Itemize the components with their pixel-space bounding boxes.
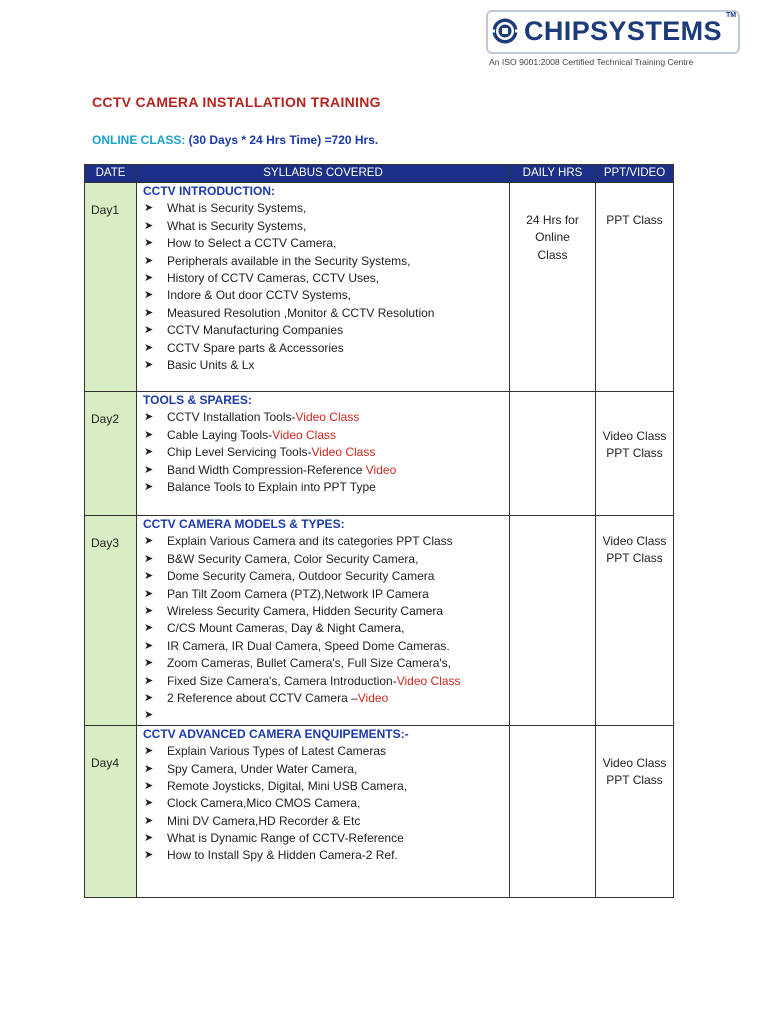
topic-list bbox=[143, 409, 505, 496]
list-item bbox=[143, 305, 505, 322]
topic-text: Peripherals available in the Security Systems, bbox=[167, 253, 411, 268]
section-heading: CCTV CAMERA MODELS & TYPES: bbox=[143, 517, 345, 531]
logo-name: CHIPSYSTEMS bbox=[524, 16, 722, 46]
topic-text: What is Dynamic Range of CCTV-Reference bbox=[167, 831, 404, 846]
bullet-arrow-icon: ➤ bbox=[144, 849, 154, 862]
bullet-arrow-icon: ➤ bbox=[144, 587, 154, 600]
list-item bbox=[143, 690, 505, 707]
list-item bbox=[143, 340, 505, 357]
online-class-label: ONLINE CLASS: bbox=[92, 133, 186, 147]
topic-list bbox=[143, 533, 505, 724]
day-cell bbox=[85, 392, 137, 516]
list-item bbox=[143, 586, 505, 603]
bullet-arrow-icon: ➤ bbox=[144, 463, 154, 476]
syllabus-rows bbox=[85, 183, 674, 898]
list-item bbox=[143, 568, 505, 585]
list-item bbox=[143, 778, 505, 795]
list-item bbox=[143, 847, 505, 864]
bullet-arrow-icon: ➤ bbox=[144, 219, 154, 232]
topic-text: Mini DV Camera,HD Recorder & Etc bbox=[167, 813, 361, 828]
ppt-video-text: PPT Class bbox=[606, 773, 663, 788]
bullet-arrow-icon: ➤ bbox=[144, 446, 154, 459]
bullet-arrow-icon: ➤ bbox=[144, 428, 154, 441]
list-item bbox=[143, 427, 505, 444]
topic-text: Cable Laying Tools- bbox=[167, 427, 273, 442]
list-item bbox=[143, 462, 505, 479]
online-class-duration: (30 Days * 24 Hrs Time) =720 Hrs. bbox=[185, 133, 379, 147]
list-item bbox=[143, 707, 505, 724]
topic-text: What is Security Systems, bbox=[167, 218, 307, 233]
list-item bbox=[143, 603, 505, 620]
list-item bbox=[143, 253, 505, 270]
day-label: Day3 bbox=[91, 536, 120, 550]
topic-text: Balance Tools to Explain into PPT Type bbox=[167, 479, 376, 494]
topic-text: Zoom Cameras, Bullet Camera's, Full Size Camera's, bbox=[167, 656, 451, 671]
topic-text: Dome Security Camera, Outdoor Security Camera bbox=[167, 569, 435, 584]
bullet-arrow-icon: ➤ bbox=[144, 570, 154, 583]
topic-text: Remote Joysticks, Digital, Mini USB Camera, bbox=[167, 778, 408, 793]
daily-hrs-cell bbox=[510, 183, 596, 392]
ppt-video-cell bbox=[596, 392, 674, 516]
header-date: DATE bbox=[85, 165, 137, 183]
topic-text: Pan Tilt Zoom Camera (PTZ),Network IP Camera bbox=[167, 586, 429, 601]
ppt-video-cell bbox=[596, 725, 674, 897]
bullet-arrow-icon: ➤ bbox=[144, 289, 154, 302]
section-heading: TOOLS & SPARES: bbox=[143, 393, 252, 407]
topic-text: Indore & Out door CCTV Systems, bbox=[167, 288, 352, 303]
bullet-arrow-icon: ➤ bbox=[144, 271, 154, 284]
list-item bbox=[143, 322, 505, 339]
topic-text: Measured Resolution ,Monitor & CCTV Resolution bbox=[167, 305, 435, 320]
ppt-video-cell bbox=[596, 516, 674, 726]
list-item bbox=[143, 795, 505, 812]
table-row bbox=[85, 516, 674, 726]
topic-text: CCTV Installation Tools- bbox=[167, 410, 296, 425]
topic-text: IR Camera, IR Dual Camera, Speed Dome Cameras. bbox=[167, 638, 450, 653]
day-cell bbox=[85, 183, 137, 392]
list-item bbox=[143, 638, 505, 655]
topic-text: Clock Camera,Mico CMOS Camera, bbox=[167, 796, 361, 811]
company-logo bbox=[486, 10, 742, 68]
daily-hrs-cell bbox=[510, 725, 596, 897]
topic-media-tag: Video bbox=[365, 462, 397, 477]
list-item bbox=[143, 479, 505, 496]
table-row bbox=[85, 725, 674, 897]
ppt-video-text: PPT Class bbox=[606, 551, 663, 566]
section-heading: CCTV INTRODUCTION: bbox=[143, 184, 275, 198]
list-item bbox=[143, 620, 505, 637]
bullet-arrow-icon: ➤ bbox=[144, 202, 154, 215]
logo-trademark: TM bbox=[726, 12, 737, 19]
topic-text: Spy Camera, Under Water Camera, bbox=[167, 761, 358, 776]
list-item bbox=[143, 200, 505, 217]
topic-text: How to Select a CCTV Camera, bbox=[167, 236, 337, 251]
document-title: CCTV CAMERA INSTALLATION TRAINING bbox=[92, 94, 381, 110]
bullet-arrow-icon: ➤ bbox=[144, 324, 154, 337]
bullet-arrow-icon: ➤ bbox=[144, 552, 154, 565]
day-cell bbox=[85, 725, 137, 897]
topic-text: Chip Level Servicing Tools- bbox=[167, 445, 312, 460]
bullet-arrow-icon: ➤ bbox=[144, 797, 154, 810]
bullet-arrow-icon: ➤ bbox=[144, 814, 154, 827]
topic-text: Band Width Compression-Reference bbox=[167, 462, 366, 477]
syllabus-cell bbox=[137, 516, 510, 726]
bullet-arrow-icon: ➤ bbox=[144, 306, 154, 319]
bullet-arrow-icon: ➤ bbox=[144, 411, 154, 424]
list-item bbox=[143, 813, 505, 830]
topic-text: What is Security Systems, bbox=[167, 201, 307, 216]
header-ppt-video: PPT/VIDEO bbox=[596, 165, 674, 183]
bullet-arrow-icon: ➤ bbox=[144, 745, 154, 758]
day-label: Day1 bbox=[91, 203, 120, 217]
topic-text: Explain Various Camera and its categories PPT Class bbox=[167, 534, 453, 549]
topic-media-tag: Video bbox=[357, 690, 389, 705]
ppt-video-text: Video Class bbox=[602, 755, 667, 770]
bullet-arrow-icon: ➤ bbox=[144, 709, 154, 722]
list-item bbox=[143, 761, 505, 778]
daily-hrs-text: Class bbox=[537, 247, 568, 262]
table-row bbox=[85, 183, 674, 392]
daily-hrs-text: 24 Hrs for bbox=[526, 213, 579, 227]
topic-text: Fixed Size Camera's, Camera Introduction- bbox=[167, 673, 397, 688]
syllabus-cell bbox=[137, 392, 510, 516]
table-header-row bbox=[85, 165, 674, 183]
topic-text: CCTV Spare parts & Accessories bbox=[167, 340, 344, 355]
ppt-video-text: Video Class bbox=[602, 534, 667, 548]
day-label: Day2 bbox=[91, 412, 120, 426]
ppt-video-text: Video Class bbox=[602, 429, 667, 443]
topic-text: History of CCTV Cameras, CCTV Uses, bbox=[167, 270, 380, 285]
list-item bbox=[143, 270, 505, 287]
bullet-arrow-icon: ➤ bbox=[144, 674, 154, 687]
bullet-arrow-icon: ➤ bbox=[144, 341, 154, 354]
topic-text: Explain Various Types of Latest Cameras bbox=[167, 744, 386, 759]
bullet-arrow-icon: ➤ bbox=[144, 832, 154, 845]
ppt-video-text: PPT Class bbox=[606, 213, 663, 227]
daily-hrs-cell bbox=[510, 392, 596, 516]
list-item bbox=[143, 655, 505, 672]
syllabus-table bbox=[84, 164, 674, 898]
bullet-arrow-icon: ➤ bbox=[144, 535, 154, 548]
bullet-arrow-icon: ➤ bbox=[144, 622, 154, 635]
topic-text: How to Install Spy & Hidden Camera-2 Ref. bbox=[167, 848, 398, 863]
bullet-arrow-icon: ➤ bbox=[144, 779, 154, 792]
day-label: Day4 bbox=[91, 755, 120, 770]
list-item bbox=[143, 551, 505, 568]
list-item bbox=[143, 830, 505, 847]
list-item bbox=[143, 673, 505, 690]
bullet-arrow-icon: ➤ bbox=[144, 657, 154, 670]
topic-media-tag: Video Class bbox=[295, 410, 360, 425]
syllabus-cell bbox=[137, 183, 510, 392]
topic-text: Basic Units & Lx bbox=[167, 357, 255, 372]
header-syllabus: SYLLABUS COVERED bbox=[137, 165, 510, 183]
logo-tagline: An ISO 9001:2008 Certified Technical Training Centre bbox=[489, 57, 694, 67]
topic-list bbox=[143, 200, 505, 374]
list-item bbox=[143, 235, 505, 252]
daily-hrs-cell bbox=[510, 516, 596, 726]
section-heading: CCTV ADVANCED CAMERA ENQUIPEMENTS:- bbox=[143, 726, 409, 741]
topic-text: B&W Security Camera, Color Security Camera, bbox=[167, 551, 419, 566]
online-class-line bbox=[92, 133, 378, 147]
topic-text: 2 Reference about CCTV Camera – bbox=[167, 690, 358, 705]
list-item bbox=[143, 444, 505, 461]
day-cell bbox=[85, 516, 137, 726]
table-row bbox=[85, 392, 674, 516]
bullet-arrow-icon: ➤ bbox=[144, 604, 154, 617]
bullet-arrow-icon: ➤ bbox=[144, 237, 154, 250]
bullet-arrow-icon: ➤ bbox=[144, 691, 154, 704]
bullet-arrow-icon: ➤ bbox=[144, 358, 154, 371]
chip-globe-icon bbox=[491, 17, 519, 45]
ppt-video-cell bbox=[596, 183, 674, 392]
bullet-arrow-icon: ➤ bbox=[144, 639, 154, 652]
bullet-arrow-icon: ➤ bbox=[144, 480, 154, 493]
topic-text: CCTV Manufacturing Companies bbox=[167, 323, 344, 338]
bullet-arrow-icon: ➤ bbox=[144, 254, 154, 267]
syllabus-cell bbox=[137, 725, 510, 897]
topic-text: C/CS Mount Cameras, Day & Night Camera, bbox=[167, 621, 405, 636]
list-item bbox=[143, 743, 505, 760]
topic-media-tag: Video Class bbox=[311, 445, 376, 460]
topic-text: Wireless Security Camera, Hidden Security Camera bbox=[167, 603, 444, 618]
topic-media-tag: Video Class bbox=[396, 673, 461, 688]
list-item bbox=[143, 357, 505, 374]
header-daily-hrs: DAILY HRS bbox=[510, 165, 596, 183]
list-item bbox=[143, 218, 505, 235]
topic-list bbox=[143, 743, 505, 865]
ppt-video-text: PPT Class bbox=[606, 446, 663, 461]
list-item bbox=[143, 533, 505, 550]
list-item bbox=[143, 287, 505, 304]
daily-hrs-text: Online bbox=[535, 230, 570, 245]
bullet-arrow-icon: ➤ bbox=[144, 762, 154, 775]
topic-media-tag: Video Class bbox=[272, 427, 337, 442]
list-item bbox=[143, 409, 505, 426]
